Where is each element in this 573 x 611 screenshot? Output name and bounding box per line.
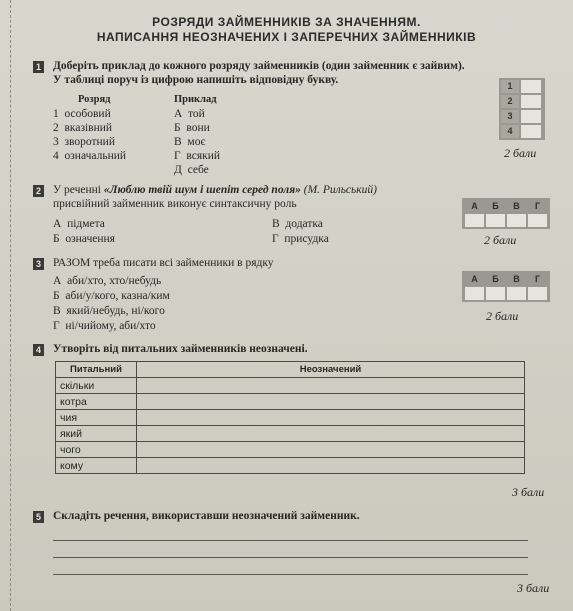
table-row — [56, 458, 525, 474]
task1-instruction-2: У таблиці поруч із цифрою напишіть відповідну букву. — [53, 74, 339, 86]
task3-option: А аби/хто, хто/небудь — [53, 275, 162, 287]
table-cell-pronoun: чого — [56, 442, 137, 458]
table-row — [56, 442, 525, 458]
task2-answer-grid — [462, 198, 550, 229]
table-row — [56, 426, 525, 442]
table-row — [56, 394, 525, 410]
task1-col-category-header: Розряд — [78, 94, 111, 105]
answer-line[interactable] — [53, 574, 528, 575]
task-number-3: 3 — [33, 258, 44, 270]
task1-example-item: Г всякий — [174, 150, 221, 162]
task4-score: 3 бали — [512, 485, 545, 499]
task1-answer-grid — [499, 78, 545, 140]
table-header-indefinite: Неозначений — [137, 362, 525, 378]
task2-option: А підмета — [53, 218, 105, 230]
answer-cell[interactable] — [521, 125, 541, 138]
task1-example-item: Д себе — [174, 164, 209, 176]
answer-cell[interactable] — [486, 214, 505, 227]
answer-cell[interactable] — [137, 410, 525, 426]
task-number-5: 5 — [33, 511, 44, 523]
grid-row-number: 2 — [501, 95, 519, 108]
answer-cell[interactable] — [137, 394, 525, 410]
task3-instruction: РАЗОМ треба писати всі займенники в рядку — [53, 257, 274, 269]
task1-score: 2 бали — [504, 146, 537, 160]
answer-cell[interactable] — [465, 287, 484, 300]
answer-cell[interactable] — [507, 287, 526, 300]
answer-cell[interactable] — [507, 214, 526, 227]
answer-cell[interactable] — [137, 442, 525, 458]
task1-instruction-1: Доберіть приклад до кожного розряду займенників (один займенник є зайвим). — [53, 60, 465, 72]
table-cell-pronoun: кому — [56, 458, 137, 474]
task1-category-item: 1 особовий — [53, 108, 111, 120]
table-row — [56, 378, 525, 394]
table-cell-pronoun: який — [56, 426, 137, 442]
task2-option: В додатка — [272, 218, 323, 230]
task4-instruction: Утворіть від питальних займенників неозначені. — [53, 343, 308, 355]
grid-letter: Г — [534, 201, 541, 211]
page-title: РОЗРЯДИ ЗАЙМЕННИКІВ ЗА ЗНАЧЕННЯМ. — [152, 15, 421, 29]
answer-cell[interactable] — [486, 287, 505, 300]
task1-example-item: А той — [174, 108, 205, 120]
grid-letter: Г — [534, 274, 541, 284]
task3-option: Г ні/чийому, аби/хто — [53, 320, 156, 332]
task1-category-item: 4 означальний — [53, 150, 127, 162]
task5-instruction: Складіть речення, використавши неозначений займенник. — [53, 510, 360, 522]
answer-line[interactable] — [53, 540, 528, 541]
grid-letter: А — [471, 274, 478, 284]
task2-option: Б означення — [53, 233, 115, 245]
task1-example-item: Б вони — [174, 122, 210, 134]
task1-col-example-header: Приклад — [174, 94, 217, 105]
grid-row-number: 1 — [501, 80, 519, 93]
table-cell-pronoun: чия — [56, 410, 137, 426]
task2-instruction-2: присвійний займенник виконує синтаксичну роль — [53, 198, 297, 210]
answer-cell[interactable] — [137, 458, 525, 474]
grid-letter: Б — [492, 201, 499, 211]
grid-row-number: 4 — [501, 125, 519, 138]
grid-letter: В — [513, 274, 520, 284]
task-number-2: 2 — [33, 185, 44, 197]
task3-score: 2 бали — [486, 309, 519, 323]
answer-cell[interactable] — [528, 214, 547, 227]
task1-category-item: 2 вказівний — [53, 122, 113, 134]
task-number-1: 1 — [33, 61, 44, 73]
grid-row-number: 3 — [501, 110, 519, 123]
task3-answer-grid — [462, 271, 550, 302]
answer-cell[interactable] — [521, 80, 541, 93]
task-number-4: 4 — [33, 344, 44, 356]
answer-cell[interactable] — [137, 426, 525, 442]
task5-score: 3 бали — [517, 581, 550, 595]
task3-option: Б аби/у/кого, казна/ким — [53, 290, 170, 302]
table-cell-pronoun: котра — [56, 394, 137, 410]
task2-option: Г присудка — [272, 233, 329, 245]
answer-line[interactable] — [53, 557, 528, 558]
task1-example-item: В моє — [174, 136, 206, 148]
task3-option: В який/небудь, ні/кого — [53, 305, 165, 317]
table-header-interrogative: Питальний — [56, 362, 137, 378]
page-subtitle: НАПИСАННЯ НЕОЗНАЧЕНИХ І ЗАПЕРЕЧНИХ ЗАЙМЕННИКІВ — [96, 30, 477, 44]
table-row — [56, 410, 525, 426]
answer-cell[interactable] — [521, 95, 541, 108]
task2-instruction-1: У реченні «Люблю твій шум і шепіт серед поля» (М. Рильський) — [53, 184, 377, 196]
answer-cell[interactable] — [465, 214, 484, 227]
task1-category-item: 3 зворотний — [53, 136, 115, 148]
task4-table — [55, 361, 525, 474]
answer-cell[interactable] — [137, 378, 525, 394]
grid-letter: А — [471, 201, 478, 211]
table-header-row — [56, 362, 525, 378]
cut-line — [10, 0, 12, 611]
grid-letter: В — [513, 201, 520, 211]
answer-cell[interactable] — [521, 110, 541, 123]
grid-letter: Б — [492, 274, 499, 284]
answer-cell[interactable] — [528, 287, 547, 300]
table-cell-pronoun: скільки — [56, 378, 137, 394]
task2-score: 2 бали — [484, 233, 517, 247]
